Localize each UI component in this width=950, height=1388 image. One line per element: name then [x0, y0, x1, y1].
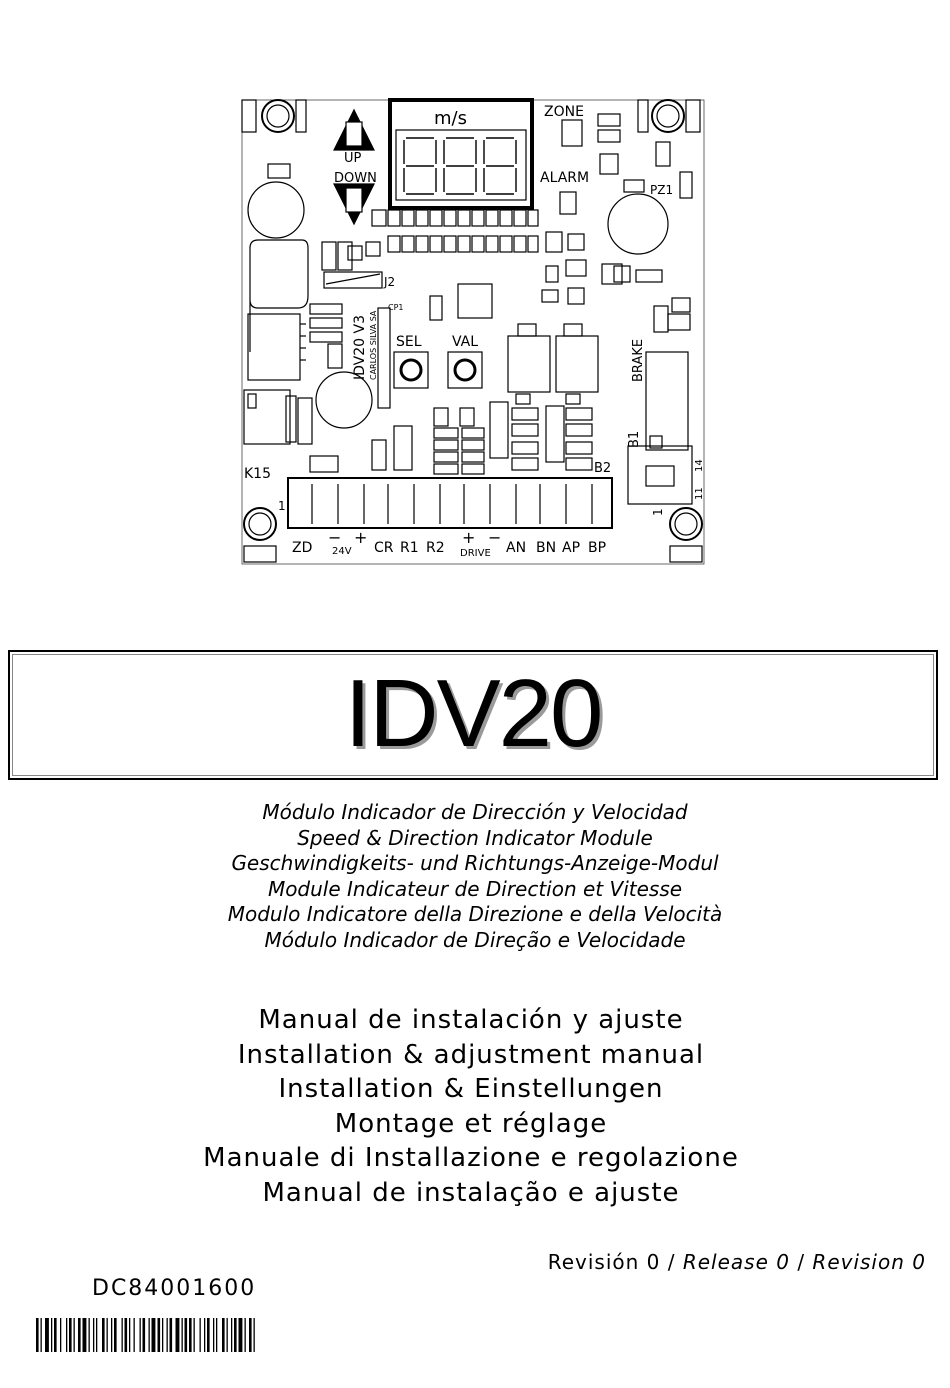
barcode-bar	[189, 1318, 192, 1352]
board-sel-label: SEL	[396, 334, 422, 350]
subtitle-it: Modulo Indicatore della Direzione e della Velocità	[227, 902, 723, 927]
barcode-bar	[134, 1318, 135, 1352]
barcode-bar	[54, 1318, 57, 1352]
pcb-diagram	[236, 96, 712, 570]
subtitle-es: Módulo Indicador de Dirección y Velocidad	[262, 800, 688, 824]
manual-title-it: Manuale di Installazione e regolazione	[203, 1143, 739, 1174]
barcode-bar	[167, 1318, 168, 1352]
barcode-bar	[66, 1318, 67, 1352]
barcode-bar	[182, 1318, 183, 1352]
board-down-label: DOWN	[334, 171, 377, 186]
terminal-label: R1	[400, 540, 419, 556]
barcode-bar	[239, 1318, 243, 1352]
revision-separator-1: /	[660, 1250, 683, 1274]
barcode-bar	[111, 1318, 112, 1352]
barcode-bar	[78, 1318, 81, 1352]
board-j2-label: J2	[384, 275, 396, 289]
barcode-bar	[245, 1318, 246, 1352]
barcode-bar	[36, 1318, 39, 1352]
revision-other: Revision 0	[812, 1250, 926, 1274]
board-model-label: IDV20 V3	[352, 315, 368, 380]
barcode-bar	[41, 1318, 42, 1352]
terminal-label: R2	[426, 540, 445, 556]
barcode-bar	[249, 1318, 252, 1352]
barcode-bar	[89, 1318, 90, 1352]
barcode-bar	[158, 1318, 161, 1352]
board-brake-label: BRAKE	[631, 338, 646, 382]
board-one-a-label: 1	[278, 499, 286, 513]
terminal-label: DRIVE	[460, 548, 491, 559]
barcode-bar	[51, 1318, 52, 1352]
board-relay-11-label: 11	[694, 487, 705, 500]
barcode-bar	[140, 1318, 141, 1352]
title-box	[8, 650, 938, 780]
polarity-mark: −	[328, 528, 342, 547]
document-title: IDV20	[344, 660, 602, 767]
barcode-bar	[74, 1318, 75, 1352]
barcode-bar	[129, 1318, 130, 1352]
board-k15-label: K15	[244, 466, 271, 482]
barcode-bar	[194, 1318, 195, 1352]
barcode-bar	[149, 1318, 150, 1352]
manual-title-pt: Manual de instalação e ajuste	[262, 1177, 680, 1208]
revision-es: Revisión 0	[547, 1250, 661, 1274]
barcode-bar	[152, 1318, 156, 1352]
board-cp1-label: CP1	[388, 303, 404, 312]
barcode-bar	[213, 1318, 214, 1352]
barcode	[36, 1318, 332, 1352]
manual-title-list	[0, 1003, 942, 1211]
polarity-mark: +	[462, 528, 476, 547]
barcode-bar	[231, 1318, 232, 1352]
barcode-bar	[200, 1318, 201, 1352]
barcode-bar	[114, 1318, 117, 1352]
board-one-b-label: 1	[651, 508, 665, 516]
mount-hole-top-left	[242, 100, 306, 132]
board-val-label: VAL	[452, 334, 479, 350]
barcode-bar	[254, 1318, 255, 1352]
board-up-label: UP	[344, 151, 362, 166]
board-pz1-label: PZ1	[650, 183, 674, 197]
subtitle-pt: Módulo Indicador de Direção e Velocidade	[264, 927, 686, 952]
barcode-bar	[60, 1318, 61, 1352]
barcode-bar	[204, 1318, 205, 1352]
subtitle-de: Geschwindigkeits- und Richtungs-Anzeige-Modul	[231, 851, 719, 876]
terminal-label: BP	[588, 540, 607, 556]
mount-hole-top-right	[638, 100, 700, 132]
barcode-bar	[107, 1318, 108, 1352]
revision-en: Release 0	[682, 1250, 790, 1274]
mount-hole-bottom-right	[670, 508, 702, 562]
barcode-bar	[234, 1318, 237, 1352]
terminal-label: AN	[506, 540, 527, 556]
barcode-bar	[162, 1318, 163, 1352]
board-maker-label: CARLOS SILVA SA	[369, 310, 378, 380]
board-zone-label: ZONE	[544, 104, 584, 120]
barcode-bar	[83, 1318, 87, 1352]
board-b2-label: B2	[594, 461, 612, 476]
barcode-bar	[185, 1318, 188, 1352]
barcode-bar	[207, 1318, 210, 1352]
manual-title-es: Manual de instalación y ajuste	[258, 1005, 684, 1035]
barcode-bar	[122, 1318, 123, 1352]
barcode-bar	[125, 1318, 128, 1352]
board-alarm-label: ALARM	[540, 170, 590, 186]
subtitle-fr: Module Indicateur de Direction et Vitesse	[267, 876, 683, 901]
board-unit-label: m/s	[434, 108, 467, 129]
subtitle-en: Speed & Direction Indicator Module	[297, 825, 653, 850]
barcode-bar	[143, 1318, 146, 1352]
manual-title-en: Installation & adjustment manual	[237, 1039, 705, 1070]
board-relay-14-label: 14	[694, 459, 705, 472]
terminal-label: AP	[562, 540, 581, 556]
barcode-bar	[93, 1318, 94, 1352]
barcode-bar	[45, 1318, 49, 1352]
manual-title-fr: Montage et réglage	[334, 1108, 608, 1139]
terminal-label: ZD	[292, 540, 313, 556]
barcode-bar	[222, 1318, 225, 1352]
polarity-mark: −	[488, 528, 502, 547]
barcode-bar	[170, 1318, 173, 1352]
revision-separator-2: /	[789, 1250, 813, 1274]
document-number: DC84001600	[92, 1276, 257, 1301]
terminal-label: BN	[536, 540, 557, 556]
barcode-bar	[176, 1318, 180, 1352]
barcode-bar	[216, 1318, 217, 1352]
barcode-bar	[96, 1318, 97, 1352]
terminal-label: CR	[374, 540, 394, 556]
mount-hole-bottom-left	[244, 508, 276, 562]
terminal-label: 24V	[332, 546, 352, 557]
board-b1-label: B1	[627, 430, 642, 448]
barcode-bar	[227, 1318, 228, 1352]
barcode-bar	[102, 1318, 105, 1352]
barcode-bar	[69, 1318, 72, 1352]
product-name-list	[0, 800, 950, 954]
polarity-mark: +	[354, 528, 368, 547]
manual-title-de: Installation & Einstellungen	[278, 1074, 664, 1105]
revision-line	[548, 1250, 926, 1274]
